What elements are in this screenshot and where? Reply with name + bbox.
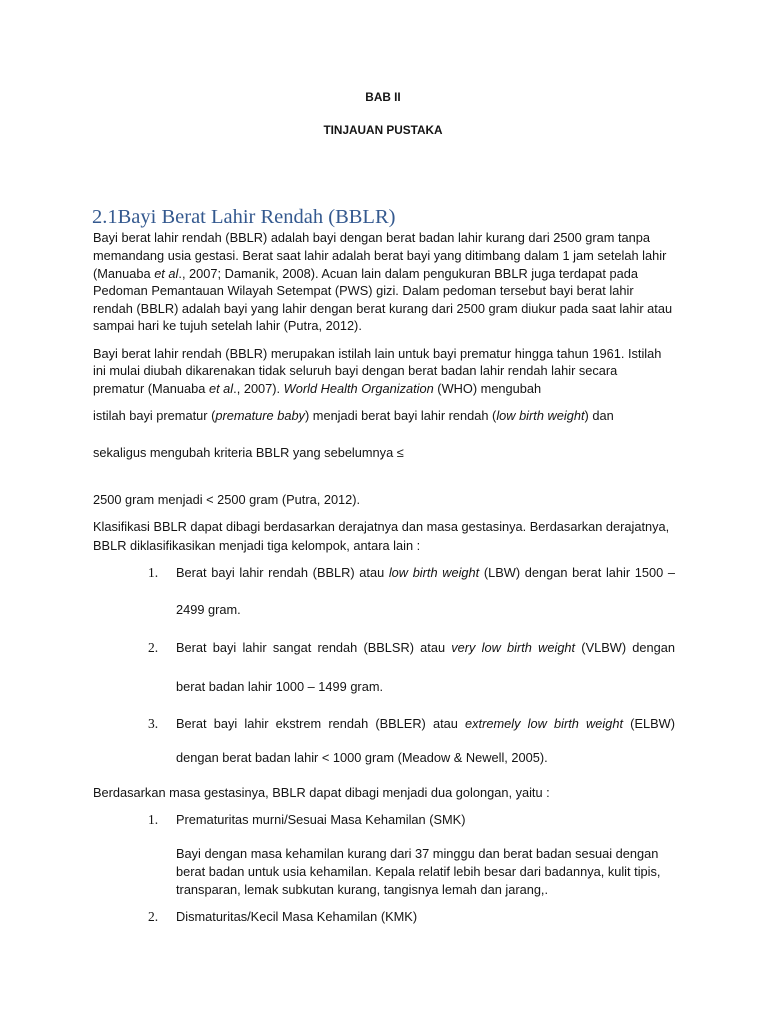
paragraph-line: BBLR diklasifikasikan menjadi tiga kelompok, antara lain :	[93, 538, 421, 553]
text-segment: Berat bayi lahir ekstrem rendah (BBLER) atau	[176, 716, 466, 731]
text-segment: ) dan	[584, 408, 614, 423]
italic-term: et al	[208, 381, 234, 396]
list-number: 1.	[148, 565, 159, 580]
list-item-text	[176, 565, 675, 581]
list-number: 2.	[148, 909, 159, 924]
paragraph-line: sampai hari ke tujuh setelah lahir (Putra, 2012).	[93, 318, 362, 333]
text-segment: (WHO) mengubah	[433, 381, 542, 396]
text-segment: Berat bayi lahir rendah (BBLR) atau	[176, 565, 389, 580]
paragraph-line	[93, 266, 638, 282]
text-segment: ., 2007).	[233, 381, 284, 396]
paragraph-line	[93, 408, 614, 424]
paragraph-line: Bayi berat lahir rendah (BBLR) adalah bayi dengan berat badan lahir kurang dari 2500 gram tanpa	[93, 230, 651, 245]
text-segment: (ELBW)	[623, 716, 675, 731]
italic-term: premature baby	[215, 408, 305, 423]
list-item-text	[176, 640, 675, 656]
list-item-text: dengan berat badan lahir < 1000 gram (Meadow & Newell, 2005).	[176, 750, 548, 765]
list-item-title: Prematuritas murni/Sesuai Masa Kehamilan (SMK)	[176, 812, 466, 827]
text-segment: (Manuaba	[93, 266, 155, 281]
paragraph-line: Berdasarkan masa gestasinya, BBLR dapat dibagi menjadi dua golongan, yaitu :	[93, 785, 550, 800]
chapter-title: TINJAUAN PUSTAKA	[323, 123, 443, 137]
text-segment: (LBW) dengan berat lahir 1500 –	[479, 565, 676, 580]
list-item-text	[176, 716, 675, 732]
text-segment: Berat bayi lahir sangat rendah (BBLSR) atau	[176, 640, 452, 655]
text-segment: istilah bayi prematur (	[93, 408, 216, 423]
paragraph-line: rendah (BBLR) adalah bayi yang lahir dengan berat kurang dari 2500 gram diukur pada saat lahir atau	[93, 301, 673, 316]
paragraph-line: memandang usia gestasi. Berat saat lahir adalah berat bayi yang ditimbang dalam 1 jam setelah lahir	[93, 248, 667, 263]
paragraph-line: sekaligus mengubah kriteria BBLR yang sebelumnya ≤	[93, 445, 404, 460]
paragraph-line: Klasifikasi BBLR dapat dibagi berdasarkan derajatnya dan masa gestasinya. Berdasarkan derajatnya,	[93, 519, 670, 534]
chapter-label: BAB II	[365, 90, 401, 104]
paragraph-line	[93, 381, 541, 397]
list-item-title: Dismaturitas/Kecil Masa Kehamilan (KMK)	[176, 909, 418, 924]
section-heading: 2.1Bayi Berat Lahir Rendah (BBLR)	[92, 206, 396, 228]
list-number: 2.	[148, 640, 159, 655]
list-item-description: berat badan untuk usia kehamilan. Kepala relatif lebih besar dari badannya, kulit tipis,	[176, 864, 661, 879]
list-item-description: Bayi dengan masa kehamilan kurang dari 37 minggu dan berat badan sesuai dengan	[176, 846, 659, 861]
text-segment: ) menjadi berat bayi lahir rendah (	[304, 408, 497, 423]
italic-term: low birth weight	[496, 408, 585, 423]
paragraph-line: Bayi berat lahir rendah (BBLR) merupakan istilah lain untuk bayi prematur hingga tahun 1961. Istilah	[93, 346, 662, 361]
paragraph-line: 2500 gram menjadi < 2500 gram (Putra, 2012).	[93, 492, 361, 507]
text-segment: (VLBW) dengan	[575, 640, 675, 655]
italic-term: extremely low birth weight	[465, 716, 624, 731]
paragraph-line: Pedoman Pemantauan Wilayah Setempat (PWS) gizi. Dalam pedoman tersebut bayi berat lahir	[93, 283, 634, 298]
list-number: 3.	[148, 716, 159, 731]
text-segment: prematur (Manuaba	[93, 381, 209, 396]
text-segment: ., 2007; Damanik, 2008). Acuan lain dalam pengukuran BBLR juga terdapat pada	[178, 266, 638, 281]
list-item-description: transparan, lemak subkutan kurang, tangisnya lemah dan jarang,.	[176, 882, 549, 897]
list-item-text: 2499 gram.	[176, 602, 241, 617]
italic-term: World Health Organization	[283, 381, 434, 396]
italic-term: very low birth weight	[451, 640, 576, 655]
italic-term: et al	[154, 266, 179, 281]
italic-term: low birth weight	[388, 565, 480, 580]
paragraph-line: ini mulai diubah dikarenakan tidak seluruh bayi dengan berat badan lahir rendah lahir secara	[93, 363, 618, 378]
list-item-text: berat badan lahir 1000 – 1499 gram.	[176, 679, 384, 694]
list-number: 1.	[148, 812, 159, 827]
